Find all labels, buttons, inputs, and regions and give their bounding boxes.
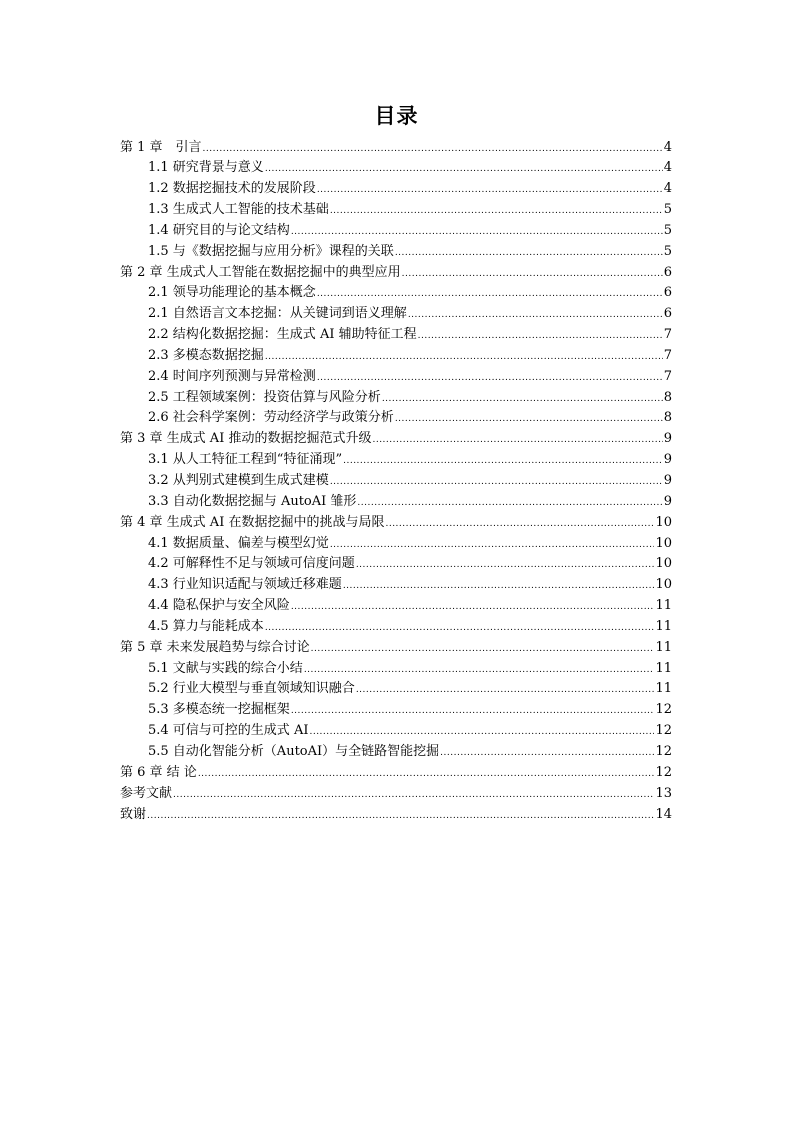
dot-leader [408,305,663,326]
toc-entry-label: 3.2 从判别式建模到生成式建模 [148,473,329,488]
toc-section-entry[interactable] [120,221,672,242]
toc-entry-label: 致谢 [120,806,147,822]
toc-page-number: 12 [655,743,672,759]
toc-page-number: 10 [655,514,672,530]
dot-leader [418,326,663,347]
toc-section-entry[interactable] [120,659,672,680]
toc-entry-label: 3.3 自动化数据挖掘与 AutoAI 雏形 [148,493,357,509]
toc-page-number: 8 [663,410,672,426]
toc-section-entry[interactable] [120,367,672,388]
toc-page-number: 10 [655,535,672,551]
toc-section-entry[interactable] [120,408,672,429]
page-title: 目录 [374,104,419,128]
toc-section-entry[interactable] [120,283,672,304]
dot-leader [198,764,655,785]
toc-section-entry[interactable] [120,200,672,221]
toc-page-number: 6 [663,285,672,301]
toc-chapter-entry[interactable] [120,763,672,784]
dot-leader [317,284,663,305]
toc-section-entry[interactable] [120,325,672,346]
toc-section-entry[interactable] [120,554,672,575]
toc-entry-label: 1.2 数据挖掘技术的发展阶段 [148,181,316,197]
toc-entry-label: 1.5 与《数据挖掘与应用分析》课程的关联 [148,243,394,259]
toc-page-number: 11 [655,660,672,676]
toc-entry-label: 1.1 研究背景与意义 [148,160,264,176]
toc-page-number: 11 [655,618,672,634]
dot-leader [382,389,663,410]
toc-entry-label: 1.4 研究目的与论文结构 [148,222,290,238]
toc-page-number: 4 [663,139,672,155]
toc-entry-label: 4.4 隐私保护与安全风险 [148,598,290,614]
dot-leader [203,139,663,160]
toc-page-number: 10 [655,577,672,593]
toc-section-entry[interactable] [120,617,672,638]
toc-section-entry[interactable] [120,346,672,367]
dot-leader [147,806,654,827]
toc-page-number: 14 [655,806,672,822]
toc-entry-label: 2.1 领导功能理论的基本概念 [148,285,316,301]
toc-page-number: 12 [655,723,672,739]
dot-leader [265,159,663,180]
dot-leader [385,514,654,535]
dot-leader [402,264,663,285]
dot-leader [440,743,654,764]
dot-leader [357,493,662,514]
dot-leader [395,409,663,430]
toc-page-number: 10 [655,556,672,572]
toc-section-entry[interactable] [120,471,672,492]
dot-leader [311,639,655,660]
toc-page-number: 8 [663,389,672,405]
toc-page-number: 11 [655,681,672,697]
toc-entry-label: 2.5 工程领域案例：投资估算与风险分析 [148,389,381,405]
dot-leader [330,201,663,222]
toc-entry-label: 5.5 自动化智能分析（AutoAI）与全链路智能挖掘 [148,743,440,759]
dot-leader [330,472,663,493]
toc-page-number: 5 [663,243,672,259]
toc-page-number: 11 [655,639,672,655]
toc-page-number: 5 [663,202,672,218]
toc-chapter-entry[interactable] [120,784,672,805]
toc-entry-label: 2.3 多模态数据挖掘 [148,347,264,363]
dot-leader [317,368,663,389]
toc-page-number: 12 [655,702,672,718]
toc-page-number: 6 [663,306,672,322]
toc-section-entry[interactable] [120,534,672,555]
toc-section-entry[interactable] [120,158,672,179]
toc-section-entry[interactable] [120,179,672,200]
toc-entry-label: 2.4 时间序列预测与异常检测 [148,368,316,384]
toc-page-number: 4 [663,160,672,176]
dot-leader [317,180,663,201]
toc-entry-label: 第 2 章 生成式人工智能在数据挖掘中的典型应用 [120,264,401,280]
toc-page-number: 7 [663,368,672,384]
toc-section-entry[interactable] [120,679,672,700]
toc-page-number: 9 [663,493,672,509]
toc-page-number: 9 [663,473,672,488]
dot-leader [265,347,663,368]
dot-leader [291,597,655,618]
toc-entry-label: 4.2 可解释性不足与领域可信度问题 [148,556,355,572]
toc-section-entry[interactable] [120,450,672,471]
toc-chapter-entry[interactable] [120,638,672,659]
dot-leader [309,722,654,743]
toc-page-number: 12 [655,764,672,780]
toc-entry-label: 5.1 文献与实践的综合小结 [148,660,303,676]
toc-page-number: 11 [655,598,672,614]
dot-leader [330,535,655,556]
toc-page-number: 9 [663,452,672,468]
dot-leader [291,222,663,243]
toc-entry-label: 第 1 章 引言 [120,139,202,155]
toc-chapter-entry[interactable] [120,513,672,534]
toc-section-entry[interactable] [120,388,672,409]
toc-section-entry[interactable] [120,700,672,721]
toc-entry-label: 2.2 结构化数据挖掘：生成式 AI 辅助特征工程 [148,327,417,343]
dot-leader [291,701,655,722]
dot-leader [304,660,655,681]
toc-entry-label: 5.2 行业大模型与垂直领域知识融合 [148,681,355,697]
toc-section-entry[interactable] [120,721,672,742]
toc-page-number: 7 [663,347,672,363]
dot-leader [395,243,663,264]
toc-entry-label: 第 6 章 结 论 [120,764,197,780]
toc-page-number: 5 [663,222,672,238]
toc-entry-label: 3.1 从人工特征工程到“特征涌现” [148,452,343,468]
toc-entry-label: 1.3 生成式人工智能的技术基础 [148,202,329,218]
toc-section-entry[interactable] [120,596,672,617]
toc-chapter-entry[interactable] [120,429,672,450]
dot-leader [173,785,654,806]
toc-page-number: 4 [663,181,672,197]
toc-entry-label: 2.6 社会科学案例：劳动经济学与政策分析 [148,410,394,426]
toc-entry-label: 第 5 章 未来发展趋势与综合讨论 [120,639,310,655]
toc-chapter-entry[interactable] [120,263,672,284]
toc-section-entry[interactable] [120,575,672,596]
toc-entry-label: 5.4 可信与可控的生成式 AI [148,723,309,739]
toc-chapter-entry[interactable] [120,805,672,826]
toc-section-entry[interactable] [120,304,672,325]
toc-entry-label: 第 3 章 生成式 AI 推动的数据挖掘范式升级 [120,431,372,447]
toc-entry-label: 4.3 行业知识适配与领域迁移难题 [148,577,342,593]
toc-section-entry[interactable] [120,492,672,513]
toc-entry-label: 2.1 自然语言文本挖掘：从关键词到语义理解 [148,306,407,322]
dot-leader [372,430,662,451]
toc-entry-label: 第 4 章 生成式 AI 在数据挖掘中的挑战与局限 [120,514,385,530]
dot-leader [343,576,655,597]
toc-chapter-entry[interactable] [120,138,672,159]
toc-page-number: 6 [663,264,672,280]
toc-page-number: 13 [655,785,672,801]
toc-section-entry[interactable] [120,242,672,263]
table-of-contents [120,138,672,826]
dot-leader [265,618,655,639]
toc-section-entry[interactable] [120,742,672,763]
dot-leader [356,680,655,701]
dot-leader [343,451,663,472]
toc-entry-label: 4.1 数据质量、偏差与模型幻觉 [148,535,329,551]
toc-entry-label: 5.3 多模态统一挖掘框架 [148,702,290,718]
toc-entry-label: 参考文献 [120,785,173,801]
dot-leader [356,555,655,576]
toc-page-number: 9 [663,431,672,447]
toc-entry-label: 4.5 算力与能耗成本 [148,618,264,634]
toc-page-number: 7 [663,327,672,343]
